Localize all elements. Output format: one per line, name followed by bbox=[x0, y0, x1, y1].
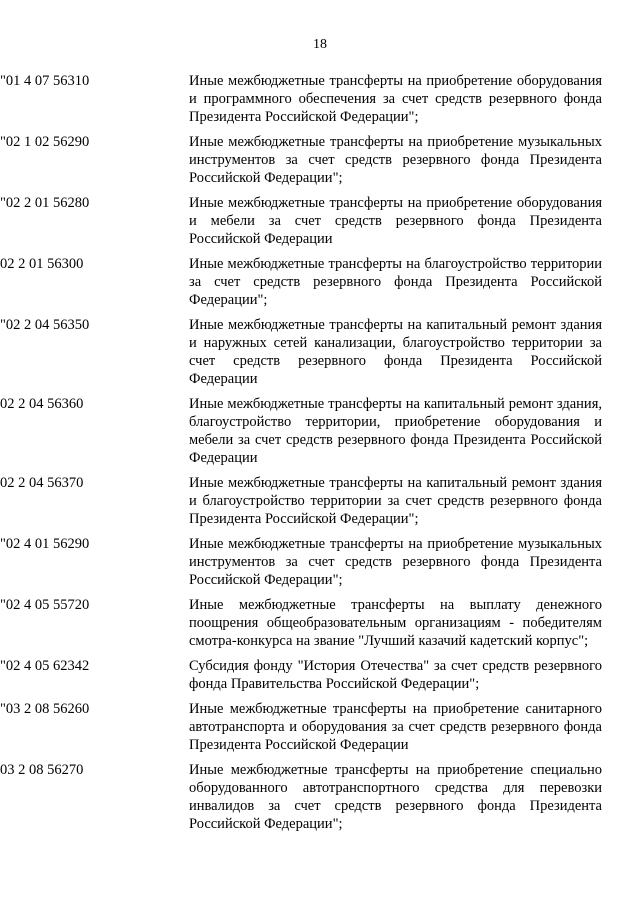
entry-description: Иные межбюджетные трансферты на благоустройство территории за счет средств резервного фонда Президента Российской Федерации"; bbox=[189, 256, 602, 308]
list-item bbox=[0, 316, 640, 388]
entry-description: Иные межбюджетные трансферты на приобретение оборудования и мебели за счет средств резервного фонда Президента Российской Федерации bbox=[189, 195, 602, 247]
entry-description: Иные межбюджетные трансферты на приобретение оборудования и программного обеспечения за счет средств резервного фонда Президента Российской Федерации"; bbox=[189, 73, 602, 125]
entry-description: Иные межбюджетные трансферты на капитальный ремонт здания и благоустройство территории за счет средств резервного фонда Президента Российской Федерации"; bbox=[189, 475, 602, 527]
entry-description: Иные межбюджетные трансферты на капитальный ремонт здания, благоустройство территории, приобретение оборудования и мебели за счет средств резервного фонда Президента Российской Федерации bbox=[189, 396, 602, 466]
budget-code: "03 2 08 56260 bbox=[0, 701, 90, 717]
list-item bbox=[0, 194, 640, 248]
list-item bbox=[0, 761, 640, 833]
budget-code: "02 2 01 56280 bbox=[0, 195, 90, 211]
list-item bbox=[0, 133, 640, 187]
entry-description: Иные межбюджетные трансферты на капитальный ремонт здания и наружных сетей канализации, благоустройство территории за счет средств резервного фонда Президента Российской Федерации bbox=[189, 317, 602, 387]
list-item bbox=[0, 255, 640, 309]
entry-description: Иные межбюджетные трансферты на приобретение санитарного автотранспорта и оборудования за счет средств резервного фонда Президента Российской Федерации bbox=[189, 701, 602, 753]
list-item bbox=[0, 596, 640, 650]
budget-code: "02 1 02 56290 bbox=[0, 134, 90, 150]
page-number: 18 bbox=[313, 37, 327, 52]
entries-list bbox=[0, 72, 640, 840]
budget-code: 02 2 01 56300 bbox=[0, 256, 84, 272]
budget-code: "02 4 01 56290 bbox=[0, 536, 90, 552]
entry-description: Субсидия фонду "История Отечества" за счет средств резервного фонда Правительства Российской Федерации"; bbox=[189, 658, 602, 692]
entry-description: Иные межбюджетные трансферты на приобретение музыкальных инструментов за счет средств резервного фонда Президента Российской Федерации"; bbox=[189, 536, 602, 588]
budget-code: "02 4 05 55720 bbox=[0, 597, 90, 613]
budget-code: 02 2 04 56370 bbox=[0, 475, 84, 491]
list-item bbox=[0, 535, 640, 589]
budget-code: "02 4 05 62342 bbox=[0, 658, 90, 674]
entry-description: Иные межбюджетные трансферты на приобретение специально оборудованного автотранспортного средства для перевозки инвалидов за счет средств резервного фонда Президента Российской Федерации"; bbox=[189, 762, 602, 832]
list-item bbox=[0, 395, 640, 467]
budget-code: 03 2 08 56270 bbox=[0, 762, 84, 778]
list-item bbox=[0, 700, 640, 754]
budget-code: "01 4 07 56310 bbox=[0, 73, 90, 89]
list-item bbox=[0, 657, 640, 693]
list-item bbox=[0, 474, 640, 528]
budget-code: 02 2 04 56360 bbox=[0, 396, 84, 412]
list-item bbox=[0, 72, 640, 126]
entry-description: Иные межбюджетные трансферты на приобретение музыкальных инструментов за счет средств резервного фонда Президента Российской Федерации"; bbox=[189, 134, 602, 186]
budget-code: "02 2 04 56350 bbox=[0, 317, 90, 333]
entry-description: Иные межбюджетные трансферты на выплату денежного поощрения общеобразовательным организациям - победителям смотра-конкурса на звание "Лучший казачий кадетский корпус"; bbox=[189, 597, 602, 649]
